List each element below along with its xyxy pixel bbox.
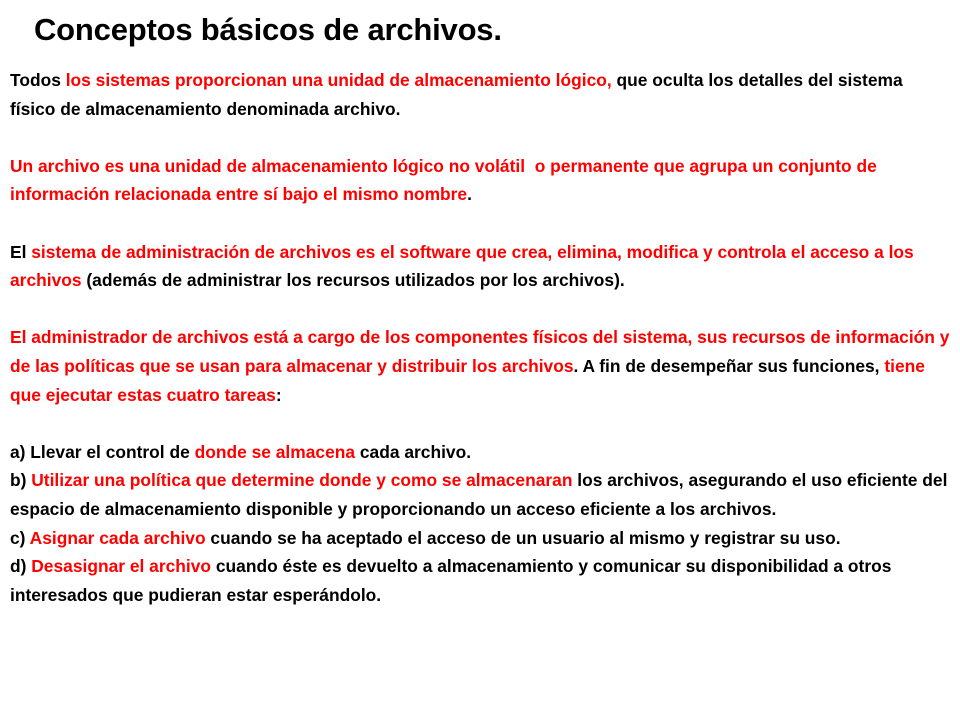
paragraph-todos-los-sistemas [10, 66, 950, 123]
body-text: a) Llevar el control de [10, 441, 195, 462]
body-text: cuando se ha aceptado el acceso de un usuario al mismo y registrar su uso. [205, 527, 841, 548]
body-text: cuando éste es devuelto a almacenamiento y comunicar su disponibilidad a otros interesados que pudieran estar esperándolo. [10, 556, 897, 605]
body-text: : [275, 384, 282, 405]
body-text: d) [10, 556, 32, 577]
slide-title: Conceptos básicos de archivos. [34, 12, 502, 47]
body-text: b) [10, 470, 32, 491]
task-item-b [10, 466, 953, 523]
paragraph-administrador-archivos [10, 323, 955, 409]
task-item-c [10, 524, 950, 553]
body-text: . [467, 184, 472, 205]
highlighted-text: los sistemas proporcionan una unidad de almacenamiento lógico, [65, 70, 612, 90]
body-text: que oculta los detalles del sistema físico de almacenamiento denominada archivo. [10, 70, 908, 119]
tasks-list [10, 438, 953, 610]
task-item-a [10, 438, 950, 467]
highlighted-text: Desasignar el archivo [31, 556, 212, 577]
task-item-d [10, 552, 950, 609]
highlighted-text: Utilizar una política que determine donde y como se almacenaran [31, 470, 573, 491]
body-text: los archivos, asegurando el uso eficiente del espacio de almacenamiento disponible y proporcionando un acceso eficiente a los archivos. [10, 470, 953, 519]
body-text: (además de administrar los recursos utilizados por los archivos). [81, 270, 625, 291]
highlighted-text: El administrador de archivos está a cargo de los componentes físicos del sistema, sus recursos de información y de las políticas que se usan para almacenar y distribuir los archivos [10, 327, 955, 376]
body-text: . A fin de desempeñar sus funciones, [573, 355, 885, 376]
highlighted-text: Asignar cada archivo [29, 527, 206, 548]
body-text: El [10, 241, 32, 262]
paragraph-sistema-administracion [10, 238, 950, 295]
body-text: Todos [10, 70, 66, 90]
body-text: c) [10, 527, 30, 548]
paragraph-definicion-archivo [10, 152, 950, 209]
highlighted-text: sistema de administración de archivos es el software que crea, elimina, modifica y controla el acceso a los archivos [10, 241, 919, 291]
body-text: cada archivo. [355, 441, 472, 462]
highlighted-text: Un archivo es una unidad de almacenamiento lógico no volátil o permanente que agrupa un conjunto de información relacionada entre sí bajo el mismo nombre [10, 155, 882, 205]
highlighted-text: tiene que ejecutar estas cuatro tareas [10, 355, 930, 405]
slide-body [10, 66, 955, 609]
highlighted-text: donde se almacena [194, 441, 356, 462]
